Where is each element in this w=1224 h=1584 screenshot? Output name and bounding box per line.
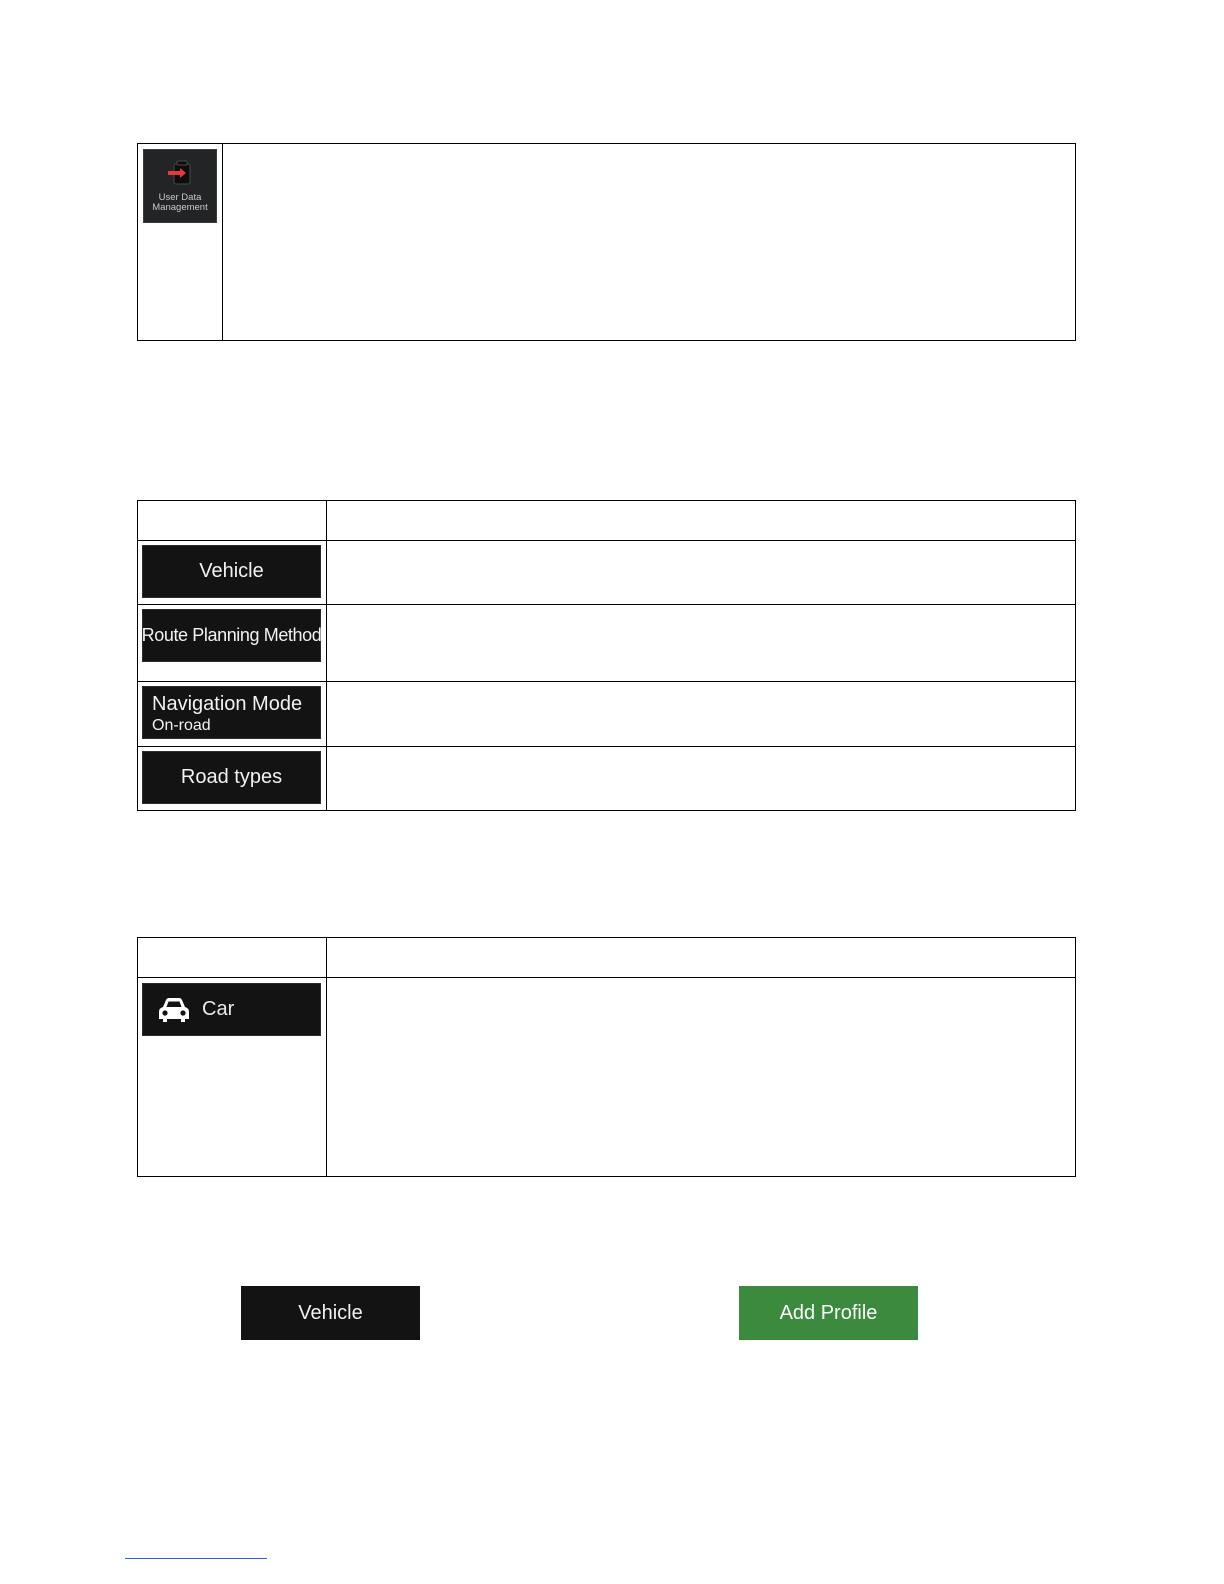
car-icon: [156, 995, 192, 1025]
vehicle-setting-button[interactable]: Vehicle: [142, 545, 321, 598]
navigation-mode-button[interactable]: [142, 686, 321, 739]
vehicle-button[interactable]: Vehicle: [241, 1286, 420, 1340]
udm-table: [137, 143, 1076, 341]
udm-label: User Data Management: [152, 192, 208, 213]
vehicle-types-table: [137, 937, 1076, 1177]
car-vehicle-button[interactable]: [142, 983, 321, 1036]
road-types-button[interactable]: Road types: [142, 751, 321, 804]
user-data-management-button[interactable]: [143, 149, 217, 223]
user-data-management-icon: [166, 158, 196, 188]
footnote-separator: [125, 1558, 267, 1559]
route-planning-method-button[interactable]: Route Planning Method: [142, 609, 321, 662]
add-profile-button[interactable]: Add Profile: [739, 1286, 918, 1340]
navigation-mode-label: Navigation Mode: [152, 693, 303, 715]
navigation-mode-value: On-road: [152, 717, 211, 734]
car-label: Car: [202, 998, 235, 1020]
